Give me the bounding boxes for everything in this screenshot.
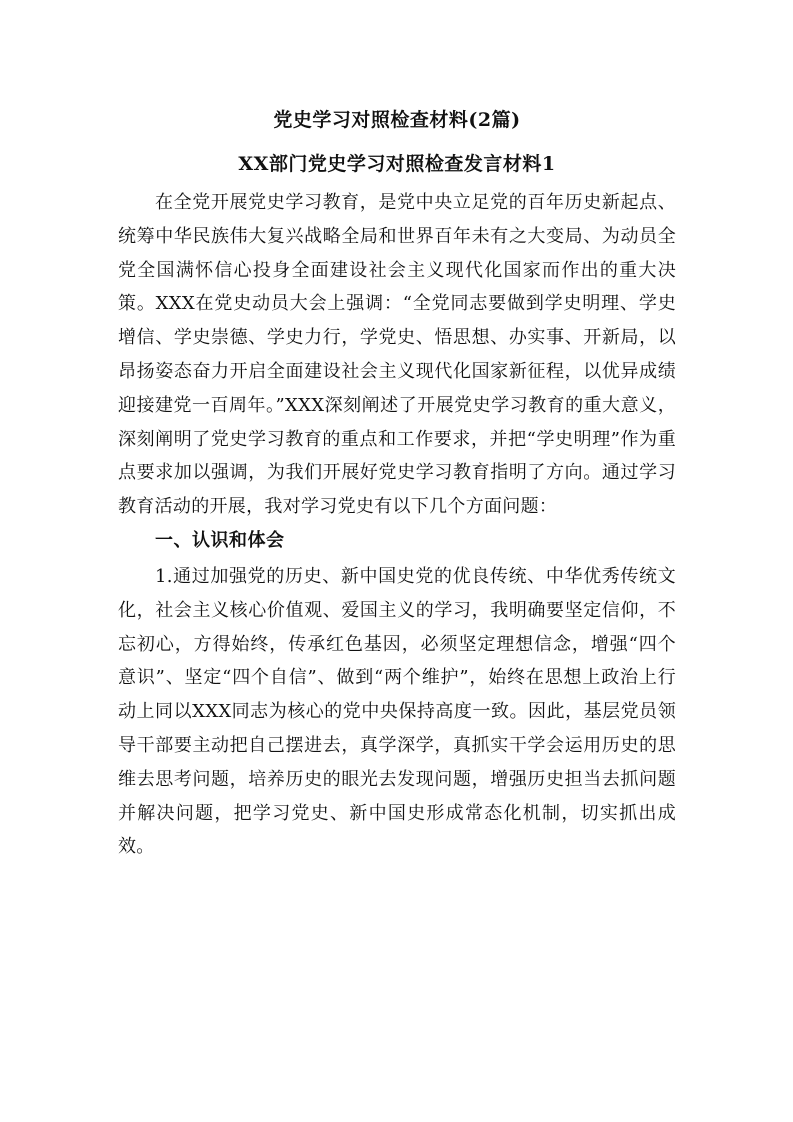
intro-paragraph: 在全党开展党史学习教育，是党中央立足党的百年历史新起点、统筹中华民族伟大复兴战略全局和世界百年未有之大变局、为动员全党全国满怀信心投身全面建设社会主义现代化国家而作出的重大决策。XXX在党史动员大会上强调：“全党同志要做到学史明理、学史增信、学史崇德、学史力行，学党史、悟思想、办实事、开新局，以昂扬姿态奋力开启全面建设社会主义现代化国家新征程，以优异成绩迎接建党一百周年。”XXX深刻阐述了开展党史学习教育的重大意义，深刻阐明了党史学习教育的重点和工作要求，并把“学史明理”作为重点要求加以强调，为我们开展好党史学习教育指明了方向。通过学习教育活动的开展，我对学习党史有以下几个方面问题：	[118, 192, 676, 518]
document-title: 党史学习对照检查材料(2篇)	[273, 109, 521, 131]
document-subtitle: XX部门党史学习对照检查发言材料1	[238, 153, 556, 175]
section-1-paragraph: 1.通过加强党的历史、新中国史党的优良传统、中华优秀传统文化，社会主义核心价值观、爱国主义的学习，我明确要坚定信仰，不忘初心，方得始终，传承红色基因，必须坚定理想信念，增强“四个意识”、坚定“四个自信”、做到“两个维护”，始终在思想上政治上行动上同以XXX同志为核心的党中央保持高度一致。因此，基层党员领导干部要主动把自己摆进去，真学深学，真抓实干学会运用历史的思维去思考问题，培养历史的眼光去发现问题，增强历史担当去抓问题并解决问题，把学习党史、新中国史形成常态化机制，切实抓出成效。	[118, 565, 676, 858]
section-heading-1: 一、认识和体会	[155, 529, 285, 551]
document-body	[118, 104, 676, 864]
